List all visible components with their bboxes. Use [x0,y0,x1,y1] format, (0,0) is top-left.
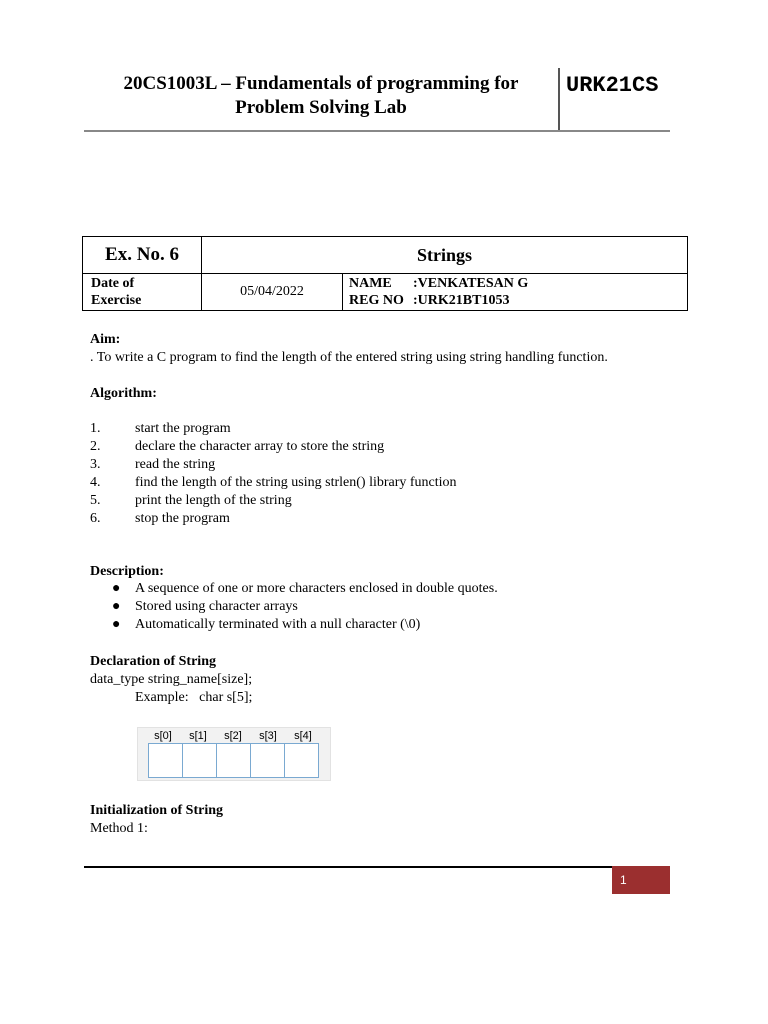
array-cell [148,743,183,778]
declaration-example: Example: char s[5]; [135,690,253,705]
exercise-table [82,236,688,311]
header-divider [558,68,560,130]
list-item-text: Automatically terminated with a null character (\0) [135,617,421,632]
step-number: 2. [90,439,101,454]
header-reg-id: URK21CS [566,73,659,98]
algorithm-heading: Algorithm: [90,386,157,401]
footer-rule [84,866,612,868]
name-value: :VENKATESAN G [413,276,529,291]
step-text: stop the program [135,511,230,526]
page-number: 1 [620,873,627,887]
step-text: print the length of the string [135,493,292,508]
step-text: declare the character array to store the string [135,439,385,454]
array-index-label: s[0] [154,730,172,742]
array-index-label: s[3] [259,730,277,742]
name-label: NAME [349,276,392,291]
date-label-line-2: Exercise [91,293,142,308]
array-cell [182,743,217,778]
exercise-title: Strings [202,237,688,274]
list-item-text: A sequence of one or more characters enclosed in double quotes. [135,581,498,596]
initialization-method: Method 1: [90,821,148,836]
bullet-icon: ● [112,581,121,596]
course-title [90,72,552,120]
header-rule [84,130,670,132]
step-number: 1. [90,421,101,436]
array-cell [284,743,319,778]
student-info [343,274,688,311]
aim-heading: Aim: [90,332,121,347]
array-cell [250,743,285,778]
step-number: 4. [90,475,101,490]
step-number: 3. [90,457,101,472]
array-index-label: s[4] [294,730,312,742]
step-text: start the program [135,421,231,436]
declaration-heading: Declaration of String [90,654,216,669]
list-item-text: Stored using character arrays [135,599,298,614]
reg-value: :URK21BT1053 [413,293,510,308]
array-cell [216,743,251,778]
aim-text: . To write a C program to find the length of the entered string using string handling function. [90,350,608,365]
step-text: find the length of the string using strlen() library function [135,475,457,490]
description-heading: Description: [90,564,164,579]
bullet-icon: ● [112,617,121,632]
date-label-line-1: Date of [91,276,135,291]
course-title-line-2: Problem Solving Lab [235,97,407,118]
bullet-icon: ● [112,599,121,614]
reg-label: REG NO [349,293,404,308]
step-text: read the string [135,457,216,472]
array-cells [148,743,318,778]
array-index-label: s[1] [189,730,207,742]
initialization-heading: Initialization of String [90,803,224,818]
exercise-date: 05/04/2022 [202,274,343,311]
course-title-line-1: 20CS1003L – Fundamentals of programming for [123,73,519,94]
step-number: 6. [90,511,101,526]
string-array-figure [137,727,331,781]
step-number: 5. [90,493,101,508]
date-label [83,274,202,311]
array-index-label: s[2] [224,730,242,742]
exercise-number: Ex. No. 6 [83,237,202,274]
declaration-syntax: data_type string_name[size]; [90,672,253,687]
page-number-box [612,866,670,894]
